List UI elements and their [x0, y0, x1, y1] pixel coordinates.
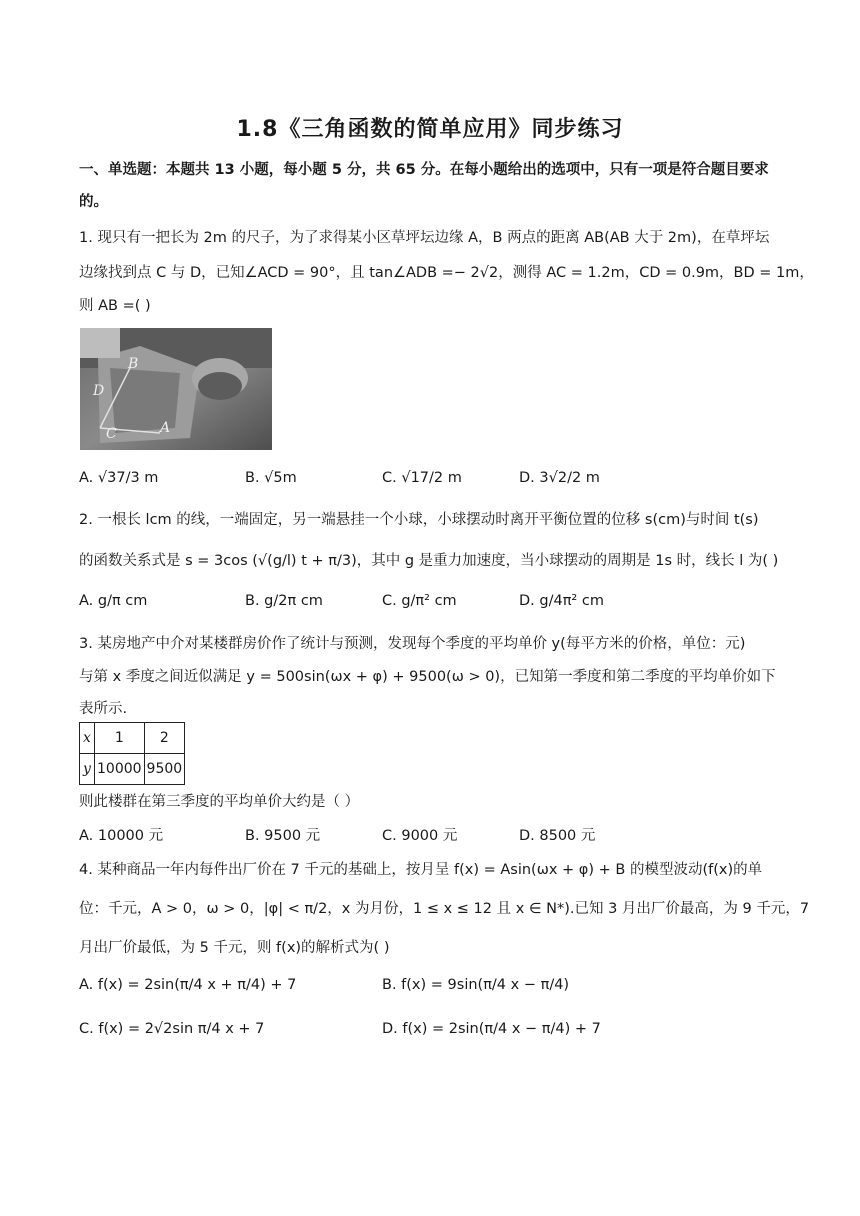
- lawn-photo: [80, 328, 272, 450]
- photo-label-c: C: [106, 426, 117, 442]
- section-heading: 一、单选题：本题共 13 小题，每小题 5 分，共 65 分。在每小题给出的选项中，只有一项是符合题目要求: [79, 162, 769, 178]
- q2-text-line1: 2. 一根长 lcm 的线，一端固定，另一端悬挂一个小球，小球摆动时离开平衡位置的位移 s(cm)与时间 t(s): [79, 512, 759, 528]
- q2-option-d[interactable]: D. g/4π² cm: [519, 593, 604, 609]
- table-cell: y: [80, 754, 95, 785]
- q2-option-c[interactable]: C. g/π² cm: [382, 593, 457, 609]
- q2-option-b[interactable]: B. g/2π cm: [245, 593, 323, 609]
- q3-option-a[interactable]: A. 10000 元: [79, 828, 164, 844]
- photo-label-b: B: [128, 356, 139, 372]
- table-cell: x: [80, 723, 95, 754]
- q1-text-line3: 则 AB =( ): [79, 298, 151, 314]
- q2-text-line2: 的函数关系式是 s = 3cos (√(g/l) t + π/3)，其中 g 是重力加速度，当小球摆动的周期是 1s 时，线长 l 为( ): [79, 553, 779, 569]
- q4-option-a[interactable]: A. f(x) = 2sin(π/4 x + π/4) + 7: [79, 977, 297, 993]
- photo-label-a: A: [160, 420, 171, 436]
- q4-option-d[interactable]: D. f(x) = 2sin(π/4 x − π/4) + 7: [382, 1021, 601, 1037]
- q2-option-a[interactable]: A. g/π cm: [79, 593, 148, 609]
- table-cell: 10000: [95, 754, 145, 785]
- q3-text-line1: 3. 某房地产中介对某楼群房价作了统计与预测，发现每个季度的平均单价 y(每平方米的价格，单位：元): [79, 636, 746, 652]
- q3-option-c[interactable]: C. 9000 元: [382, 828, 458, 844]
- page-title: 1.8《三角函数的简单应用》同步练习: [236, 117, 624, 142]
- q3-text-line3: 表所示.: [79, 701, 128, 717]
- table-cell: 2: [144, 723, 185, 754]
- table-cell: 9500: [144, 754, 185, 785]
- q3-text-line2: 与第 x 季度之间近似满足 y = 500sin(ωx + φ) + 9500(ω > 0)，已知第一季度和第二季度的平均单价如下: [79, 669, 776, 685]
- table-row: [80, 754, 185, 785]
- q1-option-d[interactable]: D. 3√2/2 m: [519, 470, 600, 486]
- q1-option-a[interactable]: A. √37/3 m: [79, 470, 159, 486]
- q3-option-d[interactable]: D. 8500 元: [519, 828, 596, 844]
- q3-option-b[interactable]: B. 9500 元: [245, 828, 321, 844]
- q1-text-line2: 边缘找到点 C 与 D，已知∠ACD = 90°，且 tan∠ADB =− 2√2，测得 AC = 1.2m，CD = 0.9m，BD = 1m，: [79, 265, 814, 281]
- q4-text-line1: 4. 某种商品一年内每件出厂价在 7 千元的基础上，按月呈 f(x) = Asin(ωx + φ) + B 的模型波动(f(x)的单: [79, 862, 763, 878]
- q4-option-c[interactable]: C. f(x) = 2√2sin π/4 x + 7: [79, 1021, 265, 1037]
- price-table: [79, 722, 185, 785]
- q4-text-line3: 月出厂价最低，为 5 千元，则 f(x)的解析式为( ): [79, 940, 390, 956]
- section-heading-cont: 的。: [79, 194, 108, 210]
- table-row: [80, 723, 185, 754]
- q4-text-line2: 位：千元，A > 0，ω > 0，|φ| < π/2，x 为月份，1 ≤ x ≤ 12 且 x ∈ N*).已知 3 月出厂价最高，为 9 千元，7: [79, 901, 810, 917]
- q4-option-b[interactable]: B. f(x) = 9sin(π/4 x − π/4): [382, 977, 570, 993]
- photo-label-d: D: [93, 383, 105, 399]
- q1-option-c[interactable]: C. √17/2 m: [382, 470, 462, 486]
- q3-question: 则此楼群在第三季度的平均单价大约是（ ）: [79, 794, 360, 810]
- table-cell: 1: [95, 723, 145, 754]
- q1-text-line1: 1. 现只有一把长为 2m 的尺子，为了求得某小区草坪坛边缘 A，B 两点的距离 AB(AB 大于 2m)，在草坪坛: [79, 230, 770, 246]
- q1-option-b[interactable]: B. √5m: [245, 470, 297, 486]
